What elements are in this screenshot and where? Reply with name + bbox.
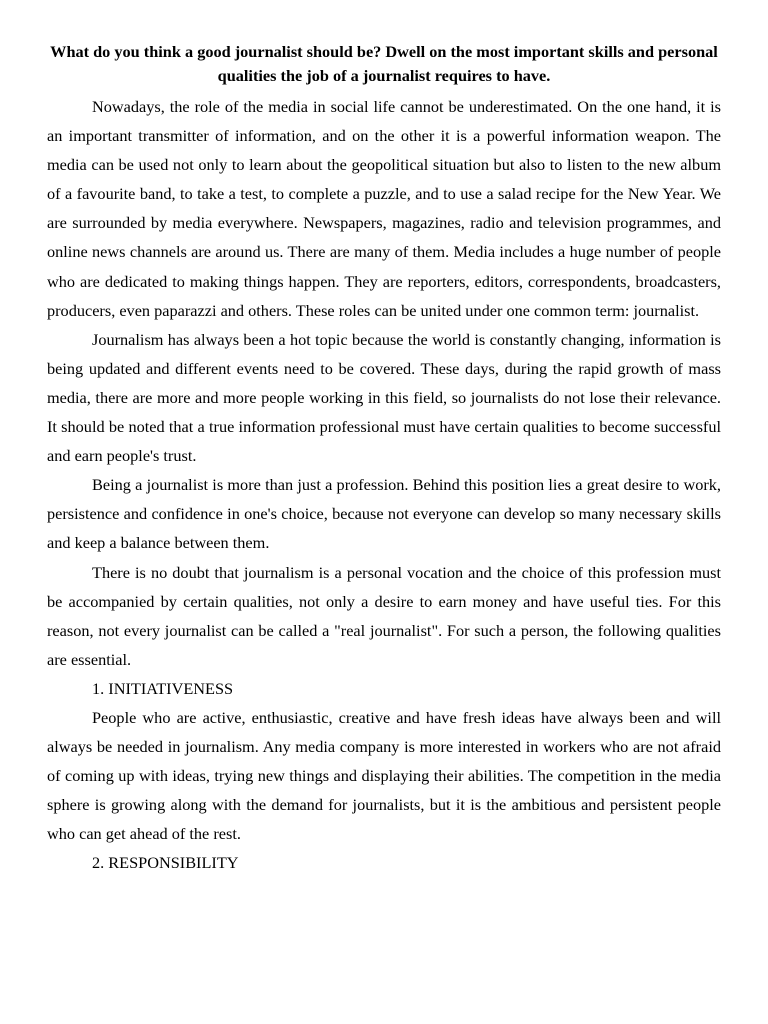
document-title: What do you think a good journalist should be? Dwell on the most important skills and personal qualities the job of a journalist requires to have. (50, 42, 718, 85)
paragraph-intro: Nowadays, the role of the media in social life cannot be underestimated. On the one hand, it is an important transmitter of information, and on the other it is a powerful information weapon. The media can be used not only to learn about the geopolitical situation but also to listen to the new album of a favourite band, to take a test, to complete a puzzle, and to use a salad recipe for the New Year. We are surrounded by media everywhere. Newspapers, magazines, radio and television programmes, and online news channels are around us. There are many of them. Media includes a huge number of people who are dedicated to making things happen. They are reporters, editors, correspondents, broadcasters, producers, even paparazzi and others. These roles can be united under one common term: journalist. (47, 97, 721, 320)
paragraph-initiativeness: People who are active, enthusiastic, creative and have fresh ideas have always been and will always be needed in journalism. Any media company is more interested in workers who are not afraid of coming up with ideas, trying new things and displaying their abilities. The competition in the media sphere is growing along with the demand for journalists, but it is the ambitious and persistent people who can get ahead of the rest. (47, 707, 721, 844)
paragraph-more-than-profession: Being a journalist is more than just a profession. Behind this position lies a great desire to work, persistence and confidence in one's choice, because not everyone can develop so many necessary skills and keep a balance between them. (47, 475, 721, 553)
section-heading-initiativeness: 1. INITIATIVENESS (92, 678, 234, 698)
document-page (47, 40, 721, 878)
paragraph-journalism-hot-topic: Journalism has always been a hot topic because the world is constantly changing, information is being updated and different events need to be covered. These days, during the rapid growth of mass media, there are more and more people working in this field, so journalists do not lose their relevance. It should be noted that a true information professional must have certain qualities to become successful and earn people's trust. (47, 329, 721, 466)
section-heading-responsibility: 2. RESPONSIBILITY (92, 853, 239, 873)
paragraph-personal-vocation: There is no doubt that journalism is a personal vocation and the choice of this profession must be accompanied by certain qualities, not only a desire to earn money and have useful ties. For this reason, not every journalist can be called a "real journalist". For such a person, the following qualities are essential. (47, 562, 721, 669)
